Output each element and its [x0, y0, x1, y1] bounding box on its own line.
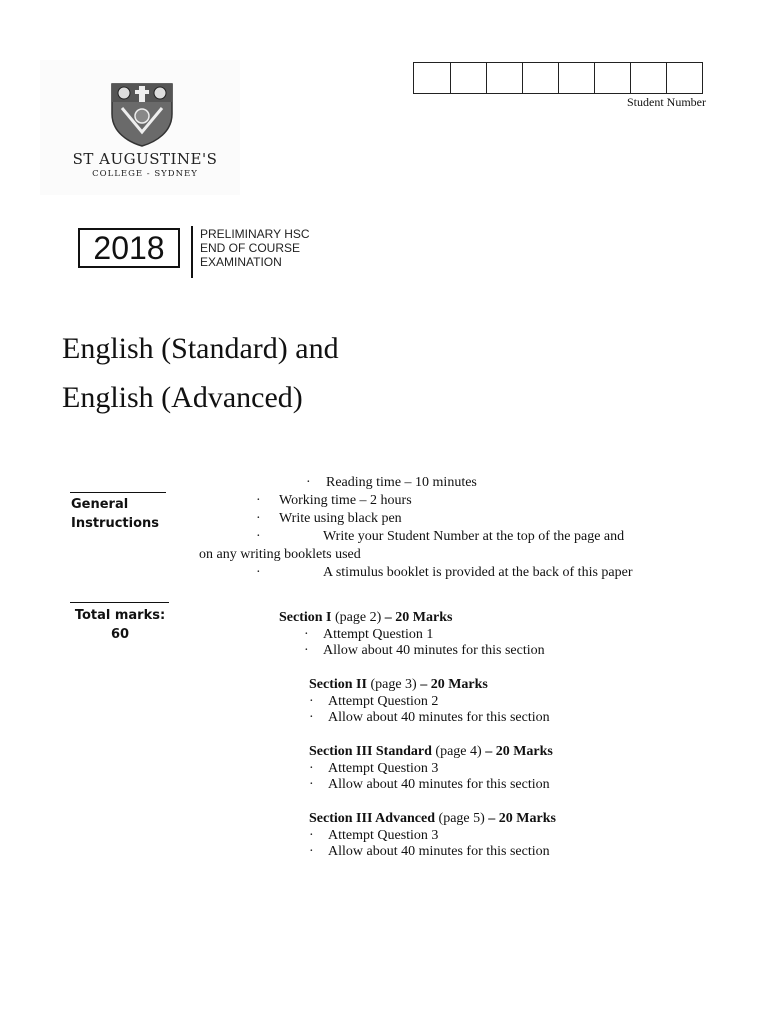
instruction-text: Working time – 2 hours — [279, 493, 412, 508]
school-name: ST AUGUSTINE'S — [72, 150, 218, 168]
bullet: · — [256, 565, 261, 580]
total-marks — [70, 606, 170, 644]
student-number-boxes[interactable] — [413, 62, 703, 94]
section-page: (page 3) — [370, 677, 417, 692]
section-name: Section I — [279, 610, 332, 625]
section-page: (page 2) — [335, 610, 382, 625]
divider — [191, 226, 193, 278]
school-crest-icon — [108, 80, 176, 148]
student-number-box[interactable] — [630, 63, 666, 93]
student-number-box[interactable] — [414, 63, 450, 93]
exam-type-line: PRELIMINARY HSC — [200, 227, 310, 241]
section-marks: – 20 Marks — [485, 744, 553, 759]
exam-year: 2018 — [78, 228, 180, 268]
student-number-box[interactable] — [450, 63, 486, 93]
section-page: (page 4) — [435, 744, 482, 759]
instruction-text: Write your Student Number at the top of the page and — [323, 529, 625, 544]
label-line: General — [71, 497, 129, 512]
student-number-box[interactable] — [666, 63, 702, 93]
section-item: Allow about 40 minutes for this section — [323, 643, 545, 659]
instruction-text: Reading time – 10 minutes — [326, 475, 477, 490]
section-item: Allow about 40 minutes for this section — [328, 777, 550, 793]
section-block: Section II (page 3) – 20 Marks · Attempt Question 2 · Allow about 40 minutes for this section — [309, 677, 550, 726]
section-name: Section II — [309, 677, 367, 692]
section-name: Section III Advanced — [309, 811, 436, 826]
instruction-item — [256, 565, 633, 581]
label-line: Instructions — [71, 516, 160, 531]
bullet: · — [256, 493, 261, 508]
instruction-item — [306, 475, 477, 491]
instruction-item — [256, 529, 624, 545]
section-item: Allow about 40 minutes for this section — [328, 844, 550, 860]
school-subtitle: COLLEGE - SYDNEY — [92, 169, 198, 179]
student-number-box[interactable] — [594, 63, 630, 93]
bullet: · — [306, 475, 311, 490]
exam-type-line: END OF COURSE — [200, 241, 301, 255]
instruction-item — [256, 493, 412, 509]
student-number-label: Student Number — [627, 95, 706, 109]
section-item: Attempt Question 3 — [328, 827, 439, 843]
section-block: Section I (page 2) – 20 Marks · Attempt Question 1 · Allow about 40 minutes for this section — [279, 610, 545, 659]
student-number-box[interactable] — [558, 63, 594, 93]
divider — [70, 492, 166, 493]
divider — [70, 602, 169, 603]
total-marks-value: 60 — [110, 627, 130, 642]
section-page: (page 5) — [438, 811, 485, 826]
exam-type — [200, 227, 310, 269]
section-marks: – 20 Marks — [420, 677, 488, 692]
student-number-box[interactable] — [486, 63, 522, 93]
total-marks-label: Total marks: — [74, 608, 166, 623]
section-item: Allow about 40 minutes for this section — [328, 710, 550, 726]
section-block: Section III Advanced (page 5) – 20 Marks · Attempt Question 3 · Allow about 40 minutes for this section — [309, 811, 556, 860]
page-title-line-1: English (Standard) and — [62, 332, 339, 365]
section-name: Section III Standard — [309, 744, 432, 759]
section-block: Section III Standard (page 4) – 20 Marks · Attempt Question 3 · Allow about 40 minutes for this section — [309, 744, 553, 793]
instruction-text: A stimulus booklet is provided at the back of this paper — [323, 565, 633, 580]
section-item: Attempt Question 1 — [323, 626, 434, 642]
page-title-line-2: English (Advanced) — [62, 381, 303, 414]
bullet: · — [256, 529, 261, 544]
section-marks: – 20 Marks — [488, 811, 556, 826]
general-instructions-label — [71, 495, 181, 533]
section-marks: – 20 Marks — [384, 610, 453, 625]
instruction-continuation: on any writing booklets used — [199, 547, 361, 562]
section-item: Attempt Question 3 — [328, 760, 439, 776]
section-item: Attempt Question 2 — [328, 693, 439, 709]
instruction-item — [256, 511, 402, 527]
instruction-text: Write using black pen — [279, 511, 402, 526]
student-number-box[interactable] — [522, 63, 558, 93]
bullet: · — [256, 511, 261, 526]
exam-type-line: EXAMINATION — [200, 255, 282, 269]
